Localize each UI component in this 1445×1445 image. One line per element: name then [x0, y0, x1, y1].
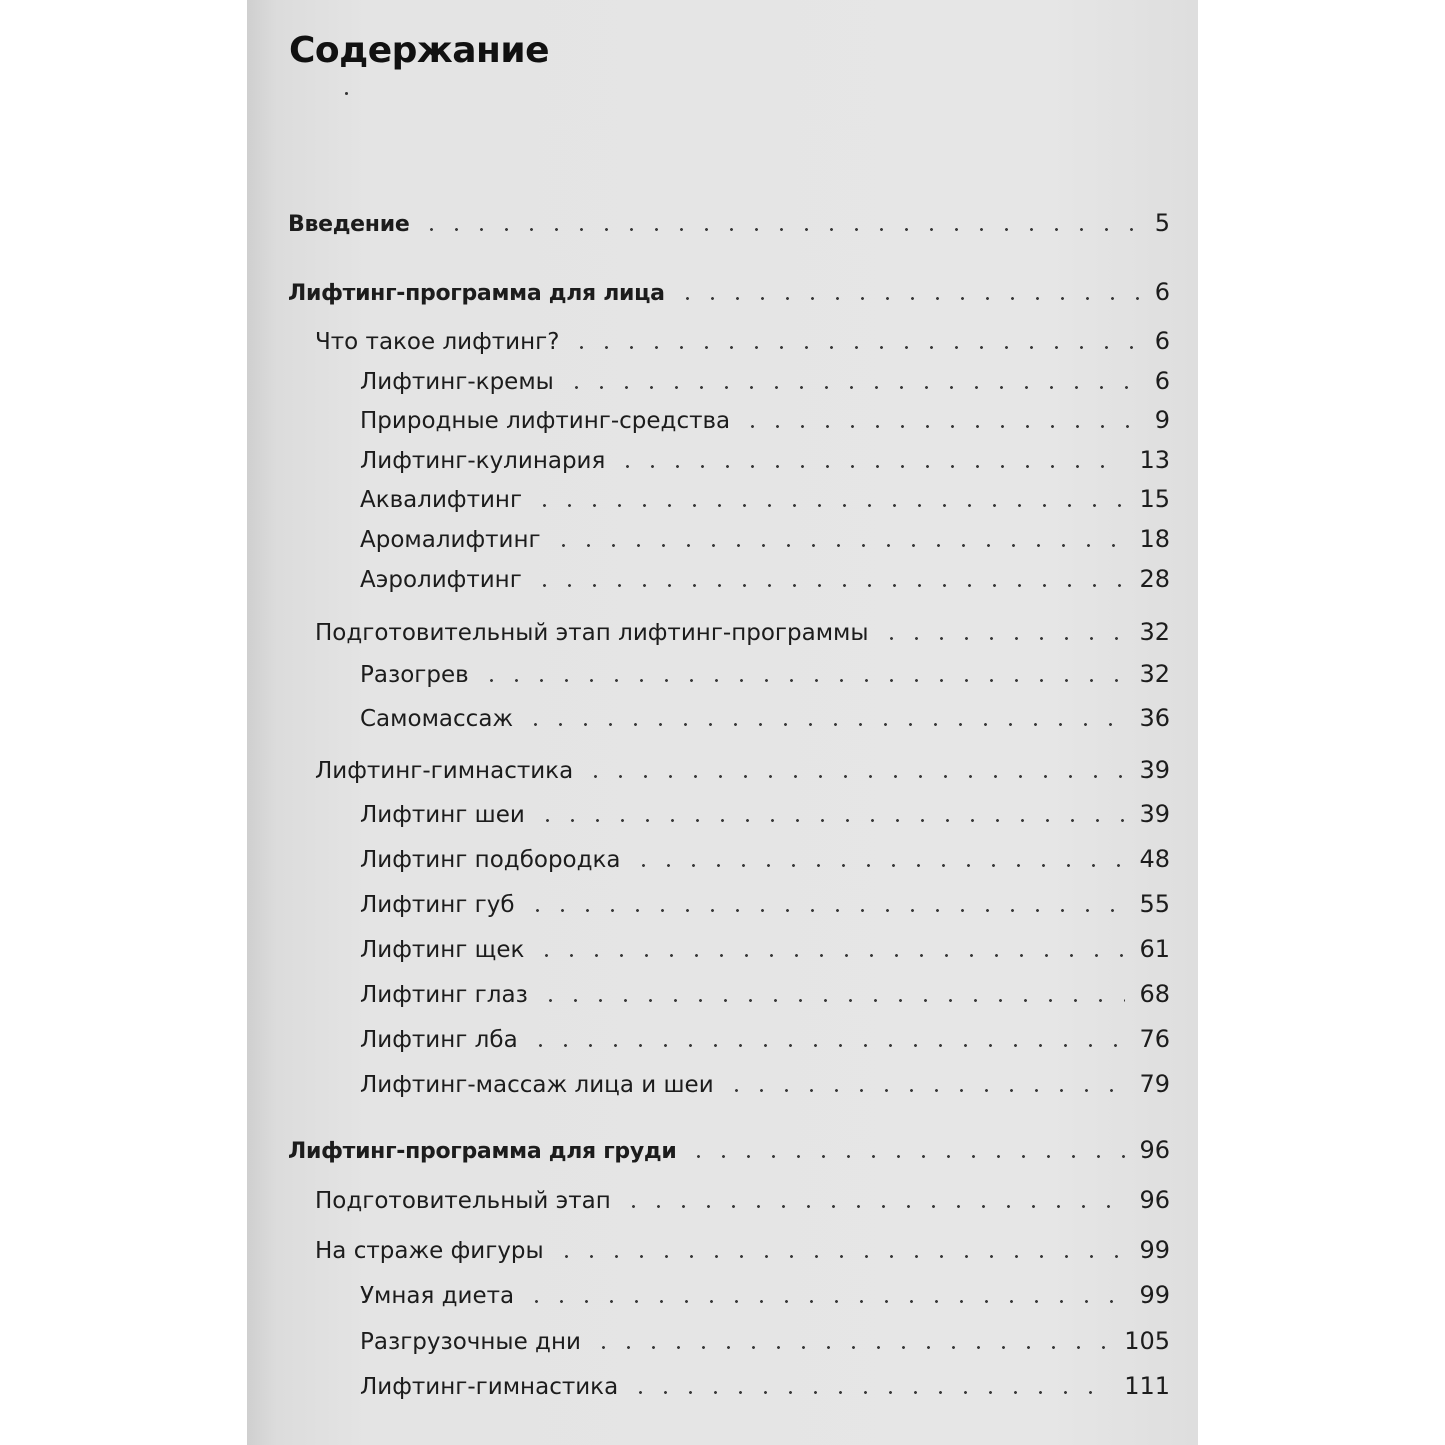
- toc-entry-label: Лифтинг-программа для лица: [288, 281, 665, 306]
- toc-leader-dots: [628, 1391, 1110, 1394]
- toc-entry: [360, 935, 1170, 963]
- toc-entry-label: Лифтинг-кремы: [360, 369, 554, 395]
- toc-entry-page: 6: [1154, 367, 1170, 395]
- toc-entry-label: Лифтинг-массаж лица и шеи: [360, 1072, 714, 1098]
- page-title: Содержание: [289, 30, 550, 71]
- toc-entry-label: Лифтинг подбородка: [360, 847, 621, 873]
- toc-entry-page: 39: [1139, 756, 1170, 784]
- toc-leader-dots: [631, 864, 1126, 867]
- toc-entry-label: На страже фигуры: [315, 1238, 544, 1264]
- print-speck: [345, 92, 348, 95]
- toc-leader-dots: [675, 297, 1141, 300]
- toc-entry: [288, 1136, 1170, 1164]
- toc-entry: [360, 845, 1170, 873]
- toc-entry-page: 15: [1139, 485, 1170, 513]
- toc-entry: [360, 367, 1170, 395]
- toc-leader-dots: [686, 1155, 1125, 1158]
- toc-entry: [360, 525, 1170, 553]
- toc-entry-label: Подготовительный этап: [315, 1188, 611, 1214]
- toc-entry-label: Лифтинг щек: [360, 937, 525, 963]
- toc-leader-dots: [554, 1255, 1126, 1258]
- toc-leader-dots: [879, 637, 1126, 640]
- toc-entry: [315, 618, 1170, 646]
- toc-leader-dots: [615, 465, 1125, 468]
- toc-entry-page: 96: [1139, 1186, 1170, 1214]
- toc-entry: [360, 704, 1170, 732]
- toc-entry-label: Аквалифтинг: [360, 487, 523, 513]
- toc-entry-page: 55: [1139, 890, 1170, 918]
- toc-entry-label: Природные лифтинг-средства: [360, 408, 731, 434]
- toc-leader-dots: [583, 775, 1125, 778]
- toc-entry-label: Аромалифтинг: [360, 527, 541, 553]
- toc-leader-dots: [534, 954, 1125, 957]
- toc-entry-label: Самомассаж: [360, 706, 514, 732]
- toc-entry-page: 28: [1139, 565, 1170, 593]
- toc-entry-page: 105: [1124, 1327, 1170, 1355]
- toc-leader-dots: [591, 1346, 1110, 1349]
- toc-entry-page: 68: [1139, 980, 1170, 1008]
- toc-entry: [360, 800, 1170, 828]
- toc-entry-page: 6: [1154, 278, 1170, 306]
- toc-leader-dots: [479, 679, 1126, 682]
- toc-entry: [315, 327, 1170, 355]
- toc-leader-dots: [524, 1300, 1125, 1303]
- toc-entry: [360, 980, 1170, 1008]
- toc-entry-page: 79: [1139, 1070, 1170, 1098]
- toc-entry-label: Подготовительный этап лифтинг-программы: [315, 620, 869, 646]
- toc-entry-label: Лифтинг-гимнастика: [360, 1374, 619, 1400]
- toc-entry-page: 18: [1139, 525, 1170, 553]
- toc-entry: [288, 278, 1170, 306]
- toc-entry: [360, 565, 1170, 593]
- toc-leader-dots: [564, 386, 1141, 389]
- toc-leader-dots: [419, 228, 1140, 231]
- toc-entry-page: 32: [1139, 660, 1170, 688]
- toc-entry-label: Умная диета: [360, 1283, 515, 1309]
- toc-entry-label: Лифтинг-программа для груди: [288, 1139, 677, 1164]
- toc-leader-dots: [528, 1044, 1126, 1047]
- toc-entry: [360, 485, 1170, 513]
- toc-entry-label: Аэролифтинг: [360, 567, 522, 593]
- toc-entry: [360, 890, 1170, 918]
- toc-entry: [360, 406, 1170, 434]
- toc-entry-page: 39: [1139, 800, 1170, 828]
- toc-entry-page: 76: [1139, 1025, 1170, 1053]
- toc-entry-page: 61: [1139, 935, 1170, 963]
- toc-entry-page: 9: [1154, 406, 1170, 434]
- toc-leader-dots: [621, 1205, 1126, 1208]
- toc-entry: [288, 209, 1170, 237]
- toc-entry: [360, 446, 1170, 474]
- toc-leader-dots: [532, 504, 1125, 507]
- toc-entry-label: Лифтинг глаз: [360, 982, 528, 1008]
- toc-leader-dots: [532, 584, 1126, 587]
- toc-leader-dots: [525, 909, 1126, 912]
- toc-entry-page: 36: [1139, 704, 1170, 732]
- toc-entry-label: Лифтинг шеи: [360, 802, 525, 828]
- toc-entry-label: Разогрев: [360, 662, 469, 688]
- toc-entry-page: 111: [1124, 1372, 1170, 1400]
- toc-entry-page: 99: [1139, 1236, 1170, 1264]
- toc-entry: [360, 660, 1170, 688]
- toc-leader-dots: [551, 544, 1126, 547]
- toc-entry-page: 96: [1139, 1136, 1170, 1164]
- toc-entry-label: Что такое лифтинг?: [315, 329, 560, 355]
- toc-entry-page: 13: [1139, 446, 1170, 474]
- toc-entry: [360, 1070, 1170, 1098]
- toc-entry-page: 32: [1139, 618, 1170, 646]
- toc-entry-label: Лифтинг лба: [360, 1027, 518, 1053]
- toc-entry-label: Лифтинг губ: [360, 892, 515, 918]
- toc-leader-dots: [724, 1089, 1126, 1092]
- toc-entry-page: 99: [1139, 1281, 1170, 1309]
- toc-entry: [360, 1025, 1170, 1053]
- book-page: [247, 0, 1198, 1445]
- toc-entry: [360, 1281, 1170, 1309]
- toc-entry-page: 6: [1154, 327, 1170, 355]
- toc-entry: [360, 1327, 1170, 1355]
- toc-entry: [360, 1372, 1170, 1400]
- toc-leader-dots: [740, 425, 1141, 428]
- toc-entry-label: Лифтинг-кулинария: [360, 448, 606, 474]
- toc-entry: [315, 756, 1170, 784]
- toc-entry: [315, 1186, 1170, 1214]
- toc-leader-dots: [538, 999, 1126, 1002]
- toc-entry-label: Введение: [288, 212, 410, 237]
- toc-entry-page: 5: [1154, 209, 1170, 237]
- toc-entry: [315, 1236, 1170, 1264]
- toc-entry-label: Разгрузочные дни: [360, 1329, 581, 1355]
- toc-entry-label: Лифтинг-гимнастика: [315, 758, 574, 784]
- toc-leader-dots: [569, 346, 1140, 349]
- toc-entry-page: 48: [1139, 845, 1170, 873]
- toc-leader-dots: [523, 723, 1125, 726]
- toc-leader-dots: [535, 819, 1126, 822]
